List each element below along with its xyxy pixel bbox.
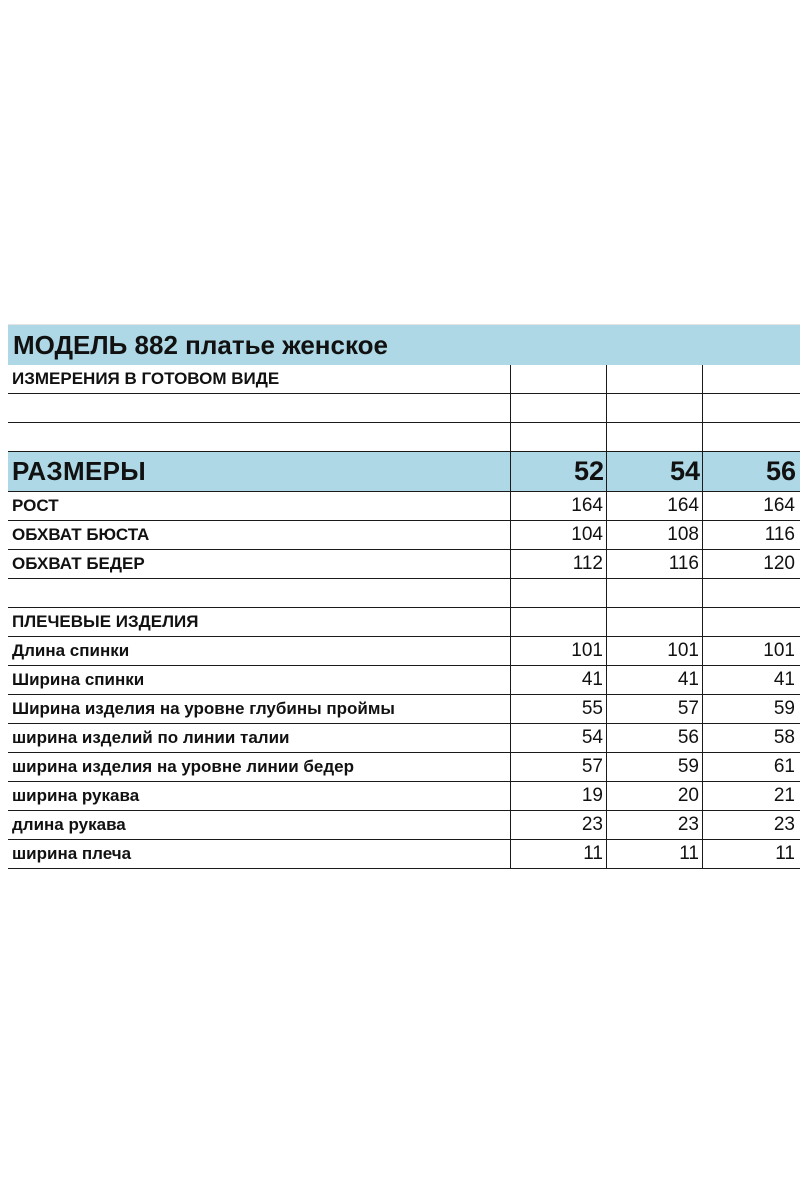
row-value: 164 [702, 492, 798, 520]
measurements-title-row [8, 365, 800, 394]
row-value: 21 [702, 782, 798, 810]
row-value: 55 [510, 695, 606, 723]
row-value: 61 [702, 753, 798, 781]
table-row [8, 840, 800, 869]
row-value: 20 [606, 782, 702, 810]
table-row [8, 782, 800, 811]
row-value: 112 [510, 550, 606, 578]
row-label: Ширина изделия на уровне глубины проймы [12, 699, 395, 718]
row-value: 23 [510, 811, 606, 839]
blank-row [8, 423, 800, 452]
row-value: 41 [510, 666, 606, 694]
size-chart-table [8, 320, 800, 869]
row-label: ширина плеча [12, 844, 132, 863]
table-row [8, 521, 800, 550]
empty-cell [702, 608, 798, 636]
sizes-header-row [8, 452, 800, 492]
row-value: 101 [702, 637, 798, 665]
size-value: 56 [702, 452, 798, 491]
row-value: 59 [702, 695, 798, 723]
row-value: 23 [606, 811, 702, 839]
row-value: 57 [510, 753, 606, 781]
row-value: 164 [606, 492, 702, 520]
row-value: 11 [606, 840, 702, 868]
sizes-label: РАЗМЕРЫ [12, 456, 147, 486]
row-value: 164 [510, 492, 606, 520]
row-label: Длина спинки [12, 641, 130, 660]
row-value: 58 [702, 724, 798, 752]
row-label: ширина изделий по линии талии [12, 728, 290, 747]
empty-cell [606, 608, 702, 636]
table-row [8, 753, 800, 782]
row-label: Ширина спинки [12, 670, 145, 689]
empty-cell [606, 365, 702, 393]
row-value: 116 [606, 550, 702, 578]
table-row [8, 637, 800, 666]
row-value: 101 [510, 637, 606, 665]
section-title-row [8, 608, 800, 637]
row-label: ширина изделия на уровне линии бедер [12, 757, 355, 776]
table-row [8, 666, 800, 695]
row-label: ОБХВАТ БЮСТА [12, 525, 150, 544]
model-title-row [8, 325, 800, 365]
table-row [8, 811, 800, 840]
table-row [8, 695, 800, 724]
empty-cell [510, 608, 606, 636]
row-value: 120 [702, 550, 798, 578]
row-value: 19 [510, 782, 606, 810]
row-value: 23 [702, 811, 798, 839]
row-label: РОСТ [12, 496, 59, 515]
model-title: МОДЕЛЬ 882 платье женское [13, 329, 388, 360]
row-value: 57 [606, 695, 702, 723]
row-value: 104 [510, 521, 606, 549]
row-value: 59 [606, 753, 702, 781]
empty-cell [510, 365, 606, 393]
size-value: 52 [510, 452, 606, 491]
row-label: длина рукава [12, 815, 126, 834]
row-label: ширина рукава [12, 786, 140, 805]
measurements-title: ИЗМЕРЕНИЯ В ГОТОВОМ ВИДЕ [12, 369, 280, 388]
row-value: 56 [606, 724, 702, 752]
row-value: 41 [702, 666, 798, 694]
row-value: 101 [606, 637, 702, 665]
blank-row [8, 394, 800, 423]
blank-row [8, 579, 800, 608]
row-value: 108 [606, 521, 702, 549]
row-value: 41 [606, 666, 702, 694]
row-label: ОБХВАТ БЕДЕР [12, 554, 145, 573]
row-value: 11 [510, 840, 606, 868]
size-value: 54 [606, 452, 702, 491]
row-value: 11 [702, 840, 798, 868]
table-row [8, 550, 800, 579]
empty-cell [702, 365, 798, 393]
row-value: 116 [702, 521, 798, 549]
section-title: ПЛЕЧЕВЫЕ ИЗДЕЛИЯ [12, 612, 199, 631]
table-row [8, 724, 800, 753]
table-row [8, 492, 800, 521]
row-value: 54 [510, 724, 606, 752]
